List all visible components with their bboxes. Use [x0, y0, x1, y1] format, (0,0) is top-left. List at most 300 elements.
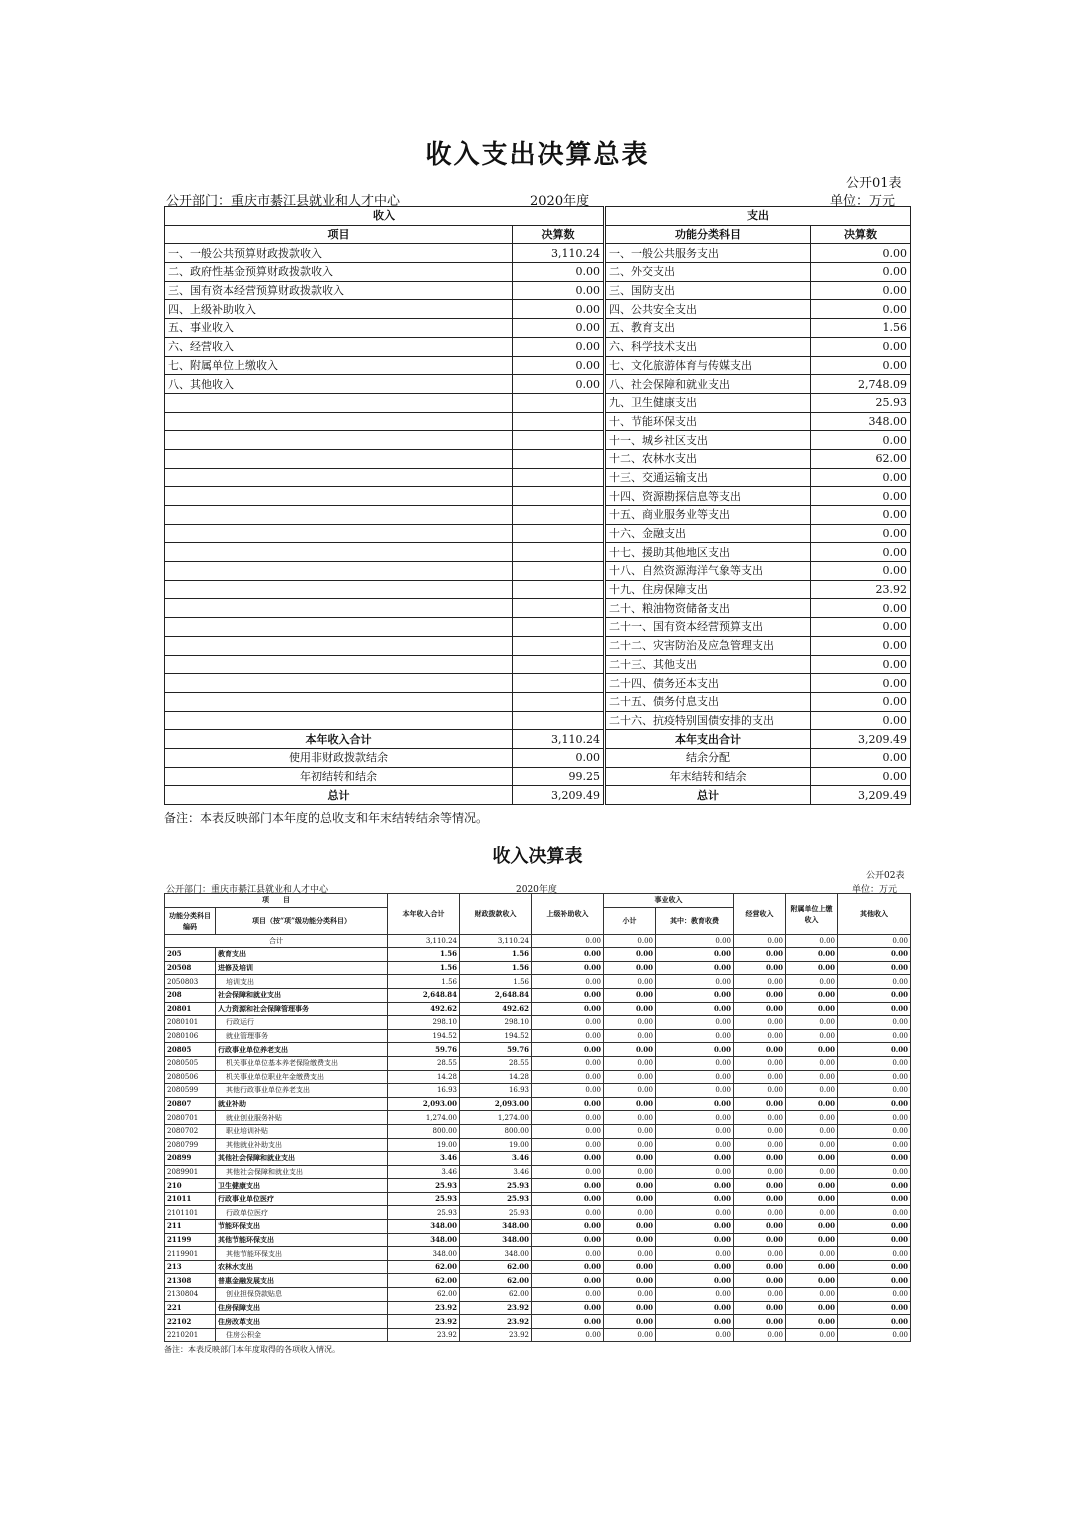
detail-zero: 0.00: [656, 1029, 734, 1043]
income-value: [513, 562, 605, 581]
detail-code: 21011: [165, 1192, 216, 1206]
detail-zero: 0.00: [532, 988, 604, 1002]
detail-name: 人力资源和社会保障管理事务: [216, 1002, 388, 1016]
detail-zero: 0.00: [656, 1274, 734, 1288]
income-value: [513, 431, 605, 450]
detail-fiscal: 348.00: [460, 1220, 532, 1234]
detail-zero: 0.00: [656, 1260, 734, 1274]
summary-row: [165, 618, 911, 637]
detail-name: 其他节能环保支出: [216, 1233, 388, 1247]
detail-zero: 0.00: [532, 1288, 604, 1302]
detail-zero: 0.00: [786, 975, 838, 989]
detail-zero: 0.00: [734, 1111, 786, 1125]
detail-zero: 0.00: [604, 1056, 656, 1070]
detail-zero: 0.00: [786, 1084, 838, 1098]
expense-value: 0.00: [811, 356, 911, 375]
summary-total-row: [165, 748, 911, 767]
detail-total: 23.92: [388, 1301, 460, 1315]
total-label: 使用非财政拨款结余: [165, 748, 513, 767]
expense-value: 2,748.09: [811, 375, 911, 394]
detail-total: 2,093.00: [388, 1097, 460, 1111]
summary-row: [165, 655, 911, 674]
detail-row: [165, 1002, 911, 1016]
summary-row: [165, 449, 911, 468]
table2-title: 收入决算表: [492, 846, 583, 867]
summary-row: [165, 506, 911, 525]
detail-row: [165, 1016, 911, 1030]
expense-value: 0.00: [811, 711, 911, 730]
detail-zero: 0.00: [838, 1002, 911, 1016]
detail-fiscal: 1.56: [460, 975, 532, 989]
detail-zero: 0.00: [532, 1179, 604, 1193]
income-item: [165, 562, 513, 581]
detail-total: 1.56: [388, 961, 460, 975]
expense-value: 0.00: [811, 524, 911, 543]
detail-zero: 0.00: [838, 1288, 911, 1302]
detail-code: 2130804: [165, 1288, 216, 1302]
detail-total: 1,274.00: [388, 1111, 460, 1125]
detail-row: [165, 1288, 911, 1302]
income-item: 六、经营收入: [165, 337, 513, 356]
detail-zero: 0.00: [786, 948, 838, 962]
detail-zero: 0.00: [532, 1220, 604, 1234]
detail-row: [165, 1138, 911, 1152]
income-value: [513, 412, 605, 431]
detail-zero: 0.00: [838, 1043, 911, 1057]
income-value: [513, 506, 605, 525]
detail-row: [165, 1152, 911, 1166]
detail-name: 培训支出: [216, 975, 388, 989]
detail-zero: 0.00: [656, 1315, 734, 1329]
detail-code: 213: [165, 1260, 216, 1274]
detail-fiscal: 194.52: [460, 1029, 532, 1043]
detail-zero: 0.00: [786, 1138, 838, 1152]
detail-zero: 0.00: [734, 1206, 786, 1220]
detail-total: 19.00: [388, 1138, 460, 1152]
detail-zero: 0.00: [604, 1301, 656, 1315]
detail-zero: 0.00: [734, 1138, 786, 1152]
income-value: [513, 674, 605, 693]
summary-row: [165, 468, 911, 487]
detail-name: 行政事业单位医疗: [216, 1192, 388, 1206]
detail-total: 25.93: [388, 1192, 460, 1206]
detail-zero: 0.00: [656, 1124, 734, 1138]
detail-zero: 0.00: [734, 1070, 786, 1084]
summary-row: [165, 319, 911, 338]
detail-code: 2080702: [165, 1124, 216, 1138]
detail-zero: 0.00: [838, 1124, 911, 1138]
detail-row: [165, 1274, 911, 1288]
detail-zero: 0.00: [786, 1002, 838, 1016]
h-name: 项目（按“项”级功能分类科目）: [216, 907, 388, 934]
expense-value: 0.00: [811, 431, 911, 450]
detail-name: 住房改革支出: [216, 1315, 388, 1329]
total-value2: 3,209.49: [811, 730, 911, 749]
detail-zero: 0.00: [734, 1084, 786, 1098]
expense-item: 十四、资源勘探信息等支出: [605, 487, 811, 506]
expense-item: 七、文化旅游体育与传媒支出: [605, 356, 811, 375]
expense-item: 二、外交支出: [605, 263, 811, 282]
detail-zero: 0.00: [838, 948, 911, 962]
detail-row: [165, 961, 911, 975]
income-item: 七、附属单位上缴收入: [165, 356, 513, 375]
detail-zero: 0.00: [604, 1165, 656, 1179]
detail-fiscal: 62.00: [460, 1274, 532, 1288]
detail-zero: 0.00: [786, 1315, 838, 1329]
expense-value: 23.92: [811, 580, 911, 599]
detail-zero: 0.00: [532, 1165, 604, 1179]
detail-total: 1.56: [388, 948, 460, 962]
total-value: 3,110.24: [513, 730, 605, 749]
detail-total: 3.46: [388, 1152, 460, 1166]
h-affiliated: 附属单位上缴收入: [786, 894, 838, 935]
detail-total: 62.00: [388, 1274, 460, 1288]
detail-zero: 0.00: [786, 1206, 838, 1220]
detail-row: [165, 1097, 911, 1111]
detail-fiscal: 28.55: [460, 1056, 532, 1070]
detail-zero: 0.00: [604, 1152, 656, 1166]
col-func: 功能分类科目: [605, 225, 811, 244]
detail-zero: 0.00: [532, 1111, 604, 1125]
summary-row: [165, 375, 911, 394]
detail-name: 职业培训补贴: [216, 1124, 388, 1138]
detail-name: 其他社会保障和就业支出: [216, 1152, 388, 1166]
detail-row: [165, 1056, 911, 1070]
detail-fiscal: 19.00: [460, 1138, 532, 1152]
summary-row: [165, 636, 911, 655]
detail-zero: 0.00: [604, 1179, 656, 1193]
income-value: [513, 655, 605, 674]
detail-total: 16.93: [388, 1084, 460, 1098]
detail-total: 14.28: [388, 1070, 460, 1084]
detail-zero: 0.00: [786, 1328, 838, 1342]
income-detail-table: [164, 893, 911, 1342]
detail-name: 卫生健康支出: [216, 1179, 388, 1193]
income-item: [165, 655, 513, 674]
detail-row: [165, 1301, 911, 1315]
expense-item: 十九、住房保障支出: [605, 580, 811, 599]
h-upper: 上级补助收入: [532, 894, 604, 935]
expense-item: 十八、自然资源海洋气象等支出: [605, 562, 811, 581]
detail-zero: 0.00: [734, 1152, 786, 1166]
detail-zero: 0.00: [786, 1179, 838, 1193]
detail-code: 2050803: [165, 975, 216, 989]
summary-row: [165, 337, 911, 356]
detail-code: 208: [165, 988, 216, 1002]
detail-zero: 0.00: [838, 1165, 911, 1179]
detail-code: 2210201: [165, 1328, 216, 1342]
detail-zero: 0.00: [656, 1301, 734, 1315]
detail-fiscal: 62.00: [460, 1260, 532, 1274]
table1-dept: 公开部门：重庆市綦江县就业和人才中心: [166, 194, 401, 209]
detail-zero: 0.00: [532, 1260, 604, 1274]
expense-item: 十三、交通运输支出: [605, 468, 811, 487]
income-value: 0.00: [513, 300, 605, 319]
detail-zero: 0.00: [656, 1247, 734, 1261]
detail-fiscal: 25.93: [460, 1192, 532, 1206]
detail-code: 2080101: [165, 1016, 216, 1030]
detail-zero: 0.00: [656, 988, 734, 1002]
expense-item: 八、社会保障和就业支出: [605, 375, 811, 394]
detail-zero: 0.00: [838, 1070, 911, 1084]
income-value: [513, 393, 605, 412]
table2-dept: 公开部门：重庆市綦江县就业和人才中心: [166, 885, 329, 895]
detail-zero: 0.00: [838, 1301, 911, 1315]
income-item: [165, 487, 513, 506]
detail-zero: 0.00: [532, 1274, 604, 1288]
detail-zero: 0.00: [604, 1029, 656, 1043]
detail-zero: 0.00: [604, 1192, 656, 1206]
income-item: [165, 449, 513, 468]
detail-row: [165, 1328, 911, 1342]
detail-fiscal: 1.56: [460, 961, 532, 975]
detail-zero: 0.00: [656, 1097, 734, 1111]
total-label: 本年收入合计: [165, 730, 513, 749]
detail-fiscal: 2,093.00: [460, 1097, 532, 1111]
summary-row: [165, 412, 911, 431]
detail-zero: 0.00: [838, 1097, 911, 1111]
detail-zero: 0.00: [734, 1328, 786, 1342]
detail-zero: 0.00: [786, 1165, 838, 1179]
detail-fiscal: 2,648.84: [460, 988, 532, 1002]
detail-zero: 0.00: [734, 1288, 786, 1302]
detail-zero: 0.00: [656, 1002, 734, 1016]
detail-code: 21308: [165, 1274, 216, 1288]
detail-fiscal: 492.62: [460, 1002, 532, 1016]
detail-row: [165, 1029, 911, 1043]
detail-zero: 0.00: [786, 1016, 838, 1030]
detail-code: 2119901: [165, 1247, 216, 1261]
detail-zero: 0.00: [656, 1288, 734, 1302]
detail-code: 21199: [165, 1233, 216, 1247]
detail-name: 行政单位医疗: [216, 1206, 388, 1220]
detail-zero: 0.00: [656, 1070, 734, 1084]
detail-row: [165, 975, 911, 989]
detail-zero: 0.00: [532, 1301, 604, 1315]
detail-zero: 0.00: [656, 1233, 734, 1247]
detail-name: 就业管理事务: [216, 1029, 388, 1043]
detail-code: 205: [165, 948, 216, 962]
detail-zero: 0.00: [604, 1274, 656, 1288]
detail-zero: 0.00: [786, 1301, 838, 1315]
expense-value: 0.00: [811, 300, 911, 319]
detail-zero: 0.00: [532, 1192, 604, 1206]
detail-zero: 0.00: [532, 975, 604, 989]
income-item: [165, 506, 513, 525]
expense-value: 0.00: [811, 506, 911, 525]
detail-row: [165, 948, 911, 962]
summary-row: [165, 599, 911, 618]
detail-zero: 0.00: [734, 988, 786, 1002]
detail-code: 22102: [165, 1315, 216, 1329]
detail-row: [165, 1070, 911, 1084]
income-value: [513, 543, 605, 562]
expense-item: 二十三、其他支出: [605, 655, 811, 674]
detail-total: 800.00: [388, 1124, 460, 1138]
total-label2: 本年支出合计: [605, 730, 811, 749]
income-value: 3,110.24: [513, 244, 605, 263]
detail-zero: 0.00: [532, 1084, 604, 1098]
detail-zero: 0.00: [838, 961, 911, 975]
total-label2: 年末结转和结余: [605, 767, 811, 786]
income-value: [513, 711, 605, 730]
income-item: 一、一般公共预算财政拨款收入: [165, 244, 513, 263]
expense-item: 四、公共安全支出: [605, 300, 811, 319]
summary-row: [165, 244, 911, 263]
detail-fiscal: 16.93: [460, 1084, 532, 1098]
expense-value: 0.00: [811, 655, 911, 674]
summary-row: [165, 524, 911, 543]
detail-zero: 0.00: [656, 961, 734, 975]
expense-value: 0.00: [811, 618, 911, 637]
detail-zero: 0.00: [838, 1111, 911, 1125]
detail-zero: 0.00: [838, 1260, 911, 1274]
detail-fiscal: 348.00: [460, 1233, 532, 1247]
income-item: [165, 636, 513, 655]
income-item: [165, 524, 513, 543]
detail-total: 23.92: [388, 1328, 460, 1342]
detail-code: 20801: [165, 1002, 216, 1016]
detail-name: 机关事业单位职业年金缴费支出: [216, 1070, 388, 1084]
detail-zero: 0.00: [838, 1152, 911, 1166]
detail-total-fiscal: 3,110.24: [460, 934, 532, 948]
detail-name: 机关事业单位基本养老保险缴费支出: [216, 1056, 388, 1070]
detail-zero: 0.00: [786, 1043, 838, 1057]
detail-total: 59.76: [388, 1043, 460, 1057]
expense-value: 1.56: [811, 319, 911, 338]
detail-zero: 0.00: [838, 1056, 911, 1070]
table1-note: 备注：本表反映部门本年度的总收支和年末结转结余等情况。: [164, 811, 489, 825]
detail-zero: 0.00: [532, 1056, 604, 1070]
detail-zero: 0.00: [656, 1192, 734, 1206]
income-item: [165, 412, 513, 431]
detail-zero: 0.00: [656, 1328, 734, 1342]
table2-code: 公开02表: [866, 871, 905, 881]
income-value: 0.00: [513, 263, 605, 282]
expense-item: 十七、援助其他地区支出: [605, 543, 811, 562]
detail-total: 28.55: [388, 1056, 460, 1070]
detail-zero: 0.00: [838, 1138, 911, 1152]
detail-zero: 0.00: [734, 1043, 786, 1057]
income-item: [165, 543, 513, 562]
income-expense-summary-table: [164, 206, 911, 805]
summary-total-row: [165, 786, 911, 805]
detail-zero: 0.00: [532, 1247, 604, 1261]
summary-row: [165, 431, 911, 450]
detail-total: 348.00: [388, 1220, 460, 1234]
detail-name: 其他社会保障和就业支出: [216, 1165, 388, 1179]
summary-total-row: [165, 767, 911, 786]
h-total: 本年收入合计: [388, 894, 460, 935]
detail-total: 1.56: [388, 975, 460, 989]
detail-row: [165, 1179, 911, 1193]
summary-row: [165, 300, 911, 319]
detail-name: 创业担保贷款贴息: [216, 1288, 388, 1302]
detail-zero: 0.00: [734, 948, 786, 962]
detail-zero: 0.00: [838, 1084, 911, 1098]
detail-zero: 0.00: [786, 1070, 838, 1084]
detail-total-total: 3,110.24: [388, 934, 460, 948]
summary-row: [165, 281, 911, 300]
total-label: 总计: [165, 786, 513, 805]
h-business: 事业收入: [604, 894, 734, 908]
expense-value: 0.00: [811, 674, 911, 693]
expense-value: 0.00: [811, 599, 911, 618]
income-value: 0.00: [513, 337, 605, 356]
income-item: 三、国有资本经营预算财政拨款收入: [165, 281, 513, 300]
detail-row: [165, 1043, 911, 1057]
total-value: 3,209.49: [513, 786, 605, 805]
detail-total: 23.92: [388, 1315, 460, 1329]
total-label2: 结余分配: [605, 748, 811, 767]
detail-zero: 0.00: [656, 948, 734, 962]
detail-total: 348.00: [388, 1233, 460, 1247]
detail-zero: 0.00: [656, 1043, 734, 1057]
detail-fiscal: 14.28: [460, 1070, 532, 1084]
detail-zero: 0.00: [604, 1070, 656, 1084]
detail-fiscal: 23.92: [460, 1301, 532, 1315]
detail-zero: 0.00: [734, 1165, 786, 1179]
total-value: 99.25: [513, 767, 605, 786]
detail-total: 348.00: [388, 1247, 460, 1261]
detail-fiscal: 25.93: [460, 1179, 532, 1193]
detail-zero: 0.00: [656, 1056, 734, 1070]
detail-zero: 0.00: [532, 1016, 604, 1030]
h-fiscal: 财政拨款收入: [460, 894, 532, 935]
detail-zero: 0.00: [604, 988, 656, 1002]
detail-code: 2080505: [165, 1056, 216, 1070]
detail-zero: 0.00: [786, 1097, 838, 1111]
h-tuition: 其中：教育收费: [656, 907, 734, 934]
detail-fiscal: 3.46: [460, 1152, 532, 1166]
detail-zero: 0.00: [532, 1328, 604, 1342]
detail-zero: 0.00: [734, 1179, 786, 1193]
expense-item: 一、一般公共服务支出: [605, 244, 811, 263]
summary-row: [165, 393, 911, 412]
detail-total: 62.00: [388, 1260, 460, 1274]
detail-zero: 0.00: [786, 1233, 838, 1247]
detail-zero: 0.00: [656, 1206, 734, 1220]
detail-total: 62.00: [388, 1288, 460, 1302]
expense-item: 十、节能环保支出: [605, 412, 811, 431]
detail-name: 就业补助: [216, 1097, 388, 1111]
detail-fiscal: 1.56: [460, 948, 532, 962]
detail-name: 行政运行: [216, 1016, 388, 1030]
detail-zero: 0.00: [734, 1016, 786, 1030]
income-item: [165, 618, 513, 637]
h-operating: 经营收入: [734, 894, 786, 935]
detail-zero: 0.00: [604, 1043, 656, 1057]
income-item: [165, 431, 513, 450]
detail-code: 20899: [165, 1152, 216, 1166]
detail-zero: 0.00: [838, 1315, 911, 1329]
expense-item: 三、国防支出: [605, 281, 811, 300]
detail-name: 其他行政事业单位养老支出: [216, 1084, 388, 1098]
detail-zero: 0.00: [838, 1328, 911, 1342]
summary-row: [165, 356, 911, 375]
detail-zero: 0.00: [604, 1111, 656, 1125]
income-value: [513, 449, 605, 468]
table1-year: 2020年度: [530, 194, 590, 209]
expense-value: 0.00: [811, 636, 911, 655]
detail-zero: 0.00: [786, 988, 838, 1002]
detail-zero: 0.00: [532, 1233, 604, 1247]
summary-row: [165, 543, 911, 562]
col-item: 项目: [165, 225, 513, 244]
detail-zero: 0.00: [656, 1165, 734, 1179]
expense-header: 支出: [605, 207, 911, 226]
detail-zero: 0.00: [656, 1220, 734, 1234]
